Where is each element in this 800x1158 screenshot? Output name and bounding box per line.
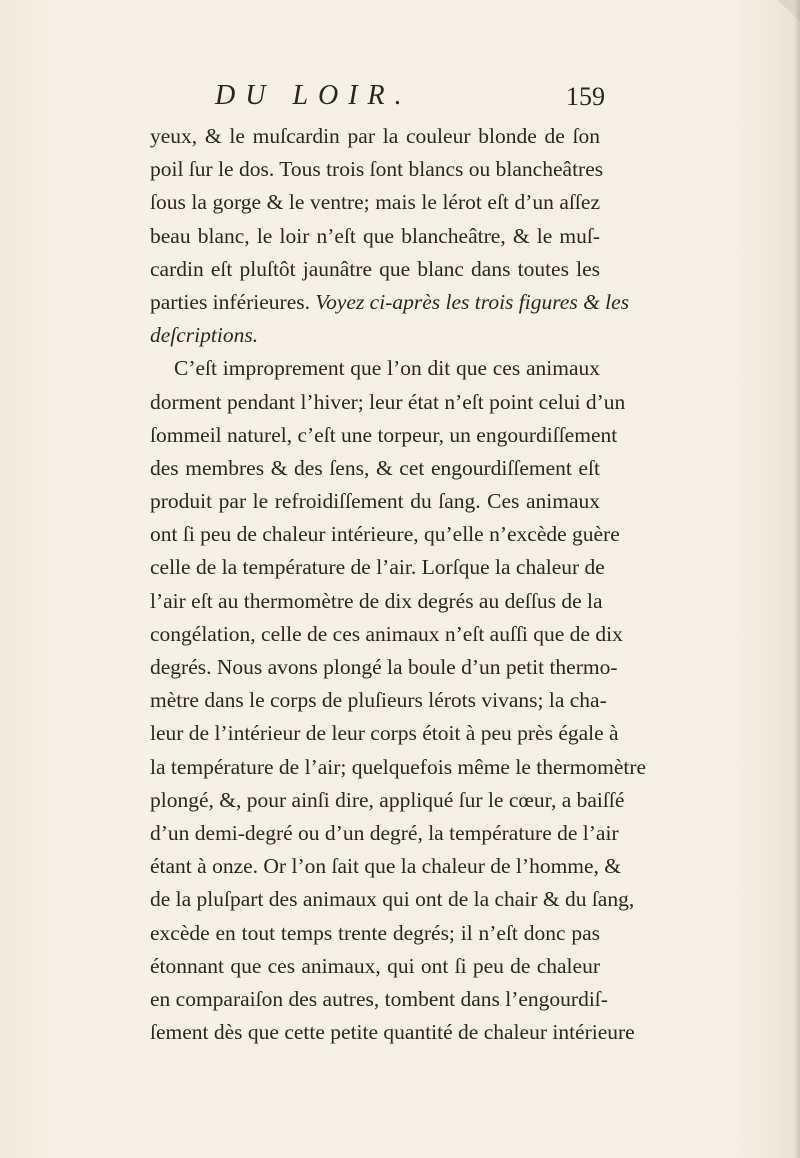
- text-line: des membres & des ſens, & cet engourdiſſement eſt: [150, 455, 600, 480]
- text-line: beau blanc, le loir n’eſt que blancheâtre, & le muſ-: [150, 223, 600, 248]
- text-line: ſommeil naturel, c’eſt une torpeur, un engourdiſſement: [150, 422, 618, 447]
- text-run: parties inférieures.: [150, 289, 316, 314]
- text-line: poil ſur le dos. Tous trois ſont blancs ou blancheâtres: [150, 157, 604, 182]
- text-line: cardin eſt pluſtôt jaunâtre que blanc dans toutes les: [150, 256, 600, 281]
- text-line: ſous la gorge & le ventre; mais le lérot eſt d’un aſſez: [150, 190, 600, 215]
- running-head: DU LOIR.: [215, 80, 412, 111]
- text-line: mètre dans le corps de pluſieurs lérots vivans; la cha-: [150, 688, 607, 713]
- page-number: 159: [566, 82, 605, 111]
- text-line: congélation, celle de ces animaux n’eſt auſſi que de dix: [150, 621, 623, 646]
- text-line: produit par le refroidiſſement du ſang. Ces animaux: [150, 489, 600, 514]
- text-line: l’air eſt au thermomètre de dix degrés au deſſus de la: [150, 588, 603, 613]
- text-line: étant à onze. Or l’on ſait que la chaleur de l’homme, &: [150, 854, 622, 879]
- paragraph-start: C’eſt improprement que l’on dit que ces animaux: [174, 356, 600, 381]
- cross-reference: deſcriptions.: [150, 323, 259, 348]
- text-line: [150, 319, 600, 352]
- page-header: [215, 80, 605, 120]
- text-line: la température de l’air; quelquefois même le thermomètre: [150, 754, 647, 779]
- cross-reference: Voyez ci-après les trois figures & les: [315, 289, 630, 314]
- text-line: ont ſi peu de chaleur intérieure, qu’elle n’excède guère: [150, 522, 620, 547]
- text-line: ſement dès que cette petite quantité de chaleur intérieure: [150, 1020, 635, 1045]
- text-line: en comparaiſon des autres, tombent dans l’engourdiſ-: [150, 986, 608, 1011]
- text-line: leur de l’intérieur de leur corps étoit à peu près égale à: [150, 721, 619, 746]
- text-line: celle de la température de l’air. Lorſque la chaleur de: [150, 555, 605, 580]
- text-line: d’un demi-degré ou d’un degré, la température de l’air: [150, 820, 619, 845]
- text-line: [150, 286, 630, 319]
- text-line: de la pluſpart des animaux qui ont de la chair & du ſang,: [150, 887, 635, 912]
- text-line: excède en tout temps trente degrés; il n’eſt donc pas: [150, 920, 600, 945]
- text-line: étonnant que ces animaux, qui ont ſi peu de chaleur: [150, 953, 600, 978]
- text-line: plongé, &, pour ainſi dire, appliqué ſur le cœur, a baiſſé: [150, 787, 625, 812]
- text-line: degrés. Nous avons plongé la boule d’un petit thermo-: [150, 655, 618, 679]
- page-edge-shadow: [794, 0, 800, 1158]
- text-line: dorment pendant l’hiver; leur état n’eſt point celui d’un: [150, 389, 626, 414]
- body-text: [150, 120, 647, 1049]
- text-line: yeux, & le muſcardin par la couleur blonde de ſon: [150, 124, 600, 148]
